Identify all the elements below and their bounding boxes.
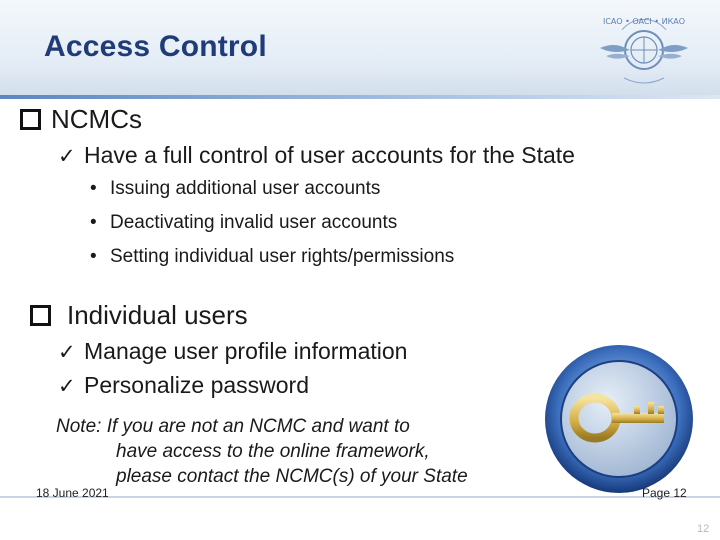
bullet-item-text: Issuing additional user accounts	[110, 178, 381, 199]
section-heading-ncmcs	[20, 104, 142, 135]
bullet-item	[90, 212, 397, 234]
check-item	[58, 142, 575, 169]
note-line: please contact the NCMC(s) of your State	[116, 466, 468, 487]
check-item	[58, 338, 407, 365]
section-heading-label: Individual users	[67, 300, 248, 330]
bullet-item	[90, 178, 380, 200]
slide-title: Access Control	[44, 30, 267, 63]
bullet-item-text: Deactivating invalid user accounts	[110, 212, 398, 233]
check-item-text: Have a full control of user accounts for the State	[84, 142, 575, 168]
note-line: have access to the online framework,	[116, 441, 430, 462]
check-item-text: Manage user profile information	[84, 338, 408, 364]
header-divider	[0, 95, 720, 99]
section-heading-individual-users	[30, 300, 248, 331]
check-item-text: Personalize password	[84, 372, 310, 398]
logo-lettering: ICAO • OACI • ИКАО	[602, 17, 686, 26]
square-bullet-icon	[30, 305, 51, 326]
bullet-item	[90, 246, 454, 268]
footer-page-label: Page 12	[642, 486, 687, 500]
footer-date: 18 June 2021	[36, 486, 109, 500]
bullet-dot-icon: •	[90, 178, 97, 199]
checkmark-icon: ✓	[58, 375, 76, 398]
bullet-item-text: Setting individual user rights/permissions	[110, 246, 455, 267]
check-item	[58, 372, 309, 399]
checkmark-icon: ✓	[58, 341, 76, 364]
square-bullet-icon	[20, 109, 41, 130]
bullet-dot-icon: •	[90, 212, 97, 233]
note-line: Note: If you are not an NCMC and want to	[56, 416, 410, 437]
icao-emblem-icon	[594, 8, 694, 90]
bullet-dot-icon: •	[90, 246, 97, 267]
slide-number: 12	[697, 523, 710, 535]
slide-header	[0, 0, 720, 96]
section-heading-label: NCMCs	[51, 104, 142, 134]
checkmark-icon: ✓	[58, 145, 76, 168]
note-block	[56, 414, 468, 489]
key-icon	[540, 340, 698, 498]
